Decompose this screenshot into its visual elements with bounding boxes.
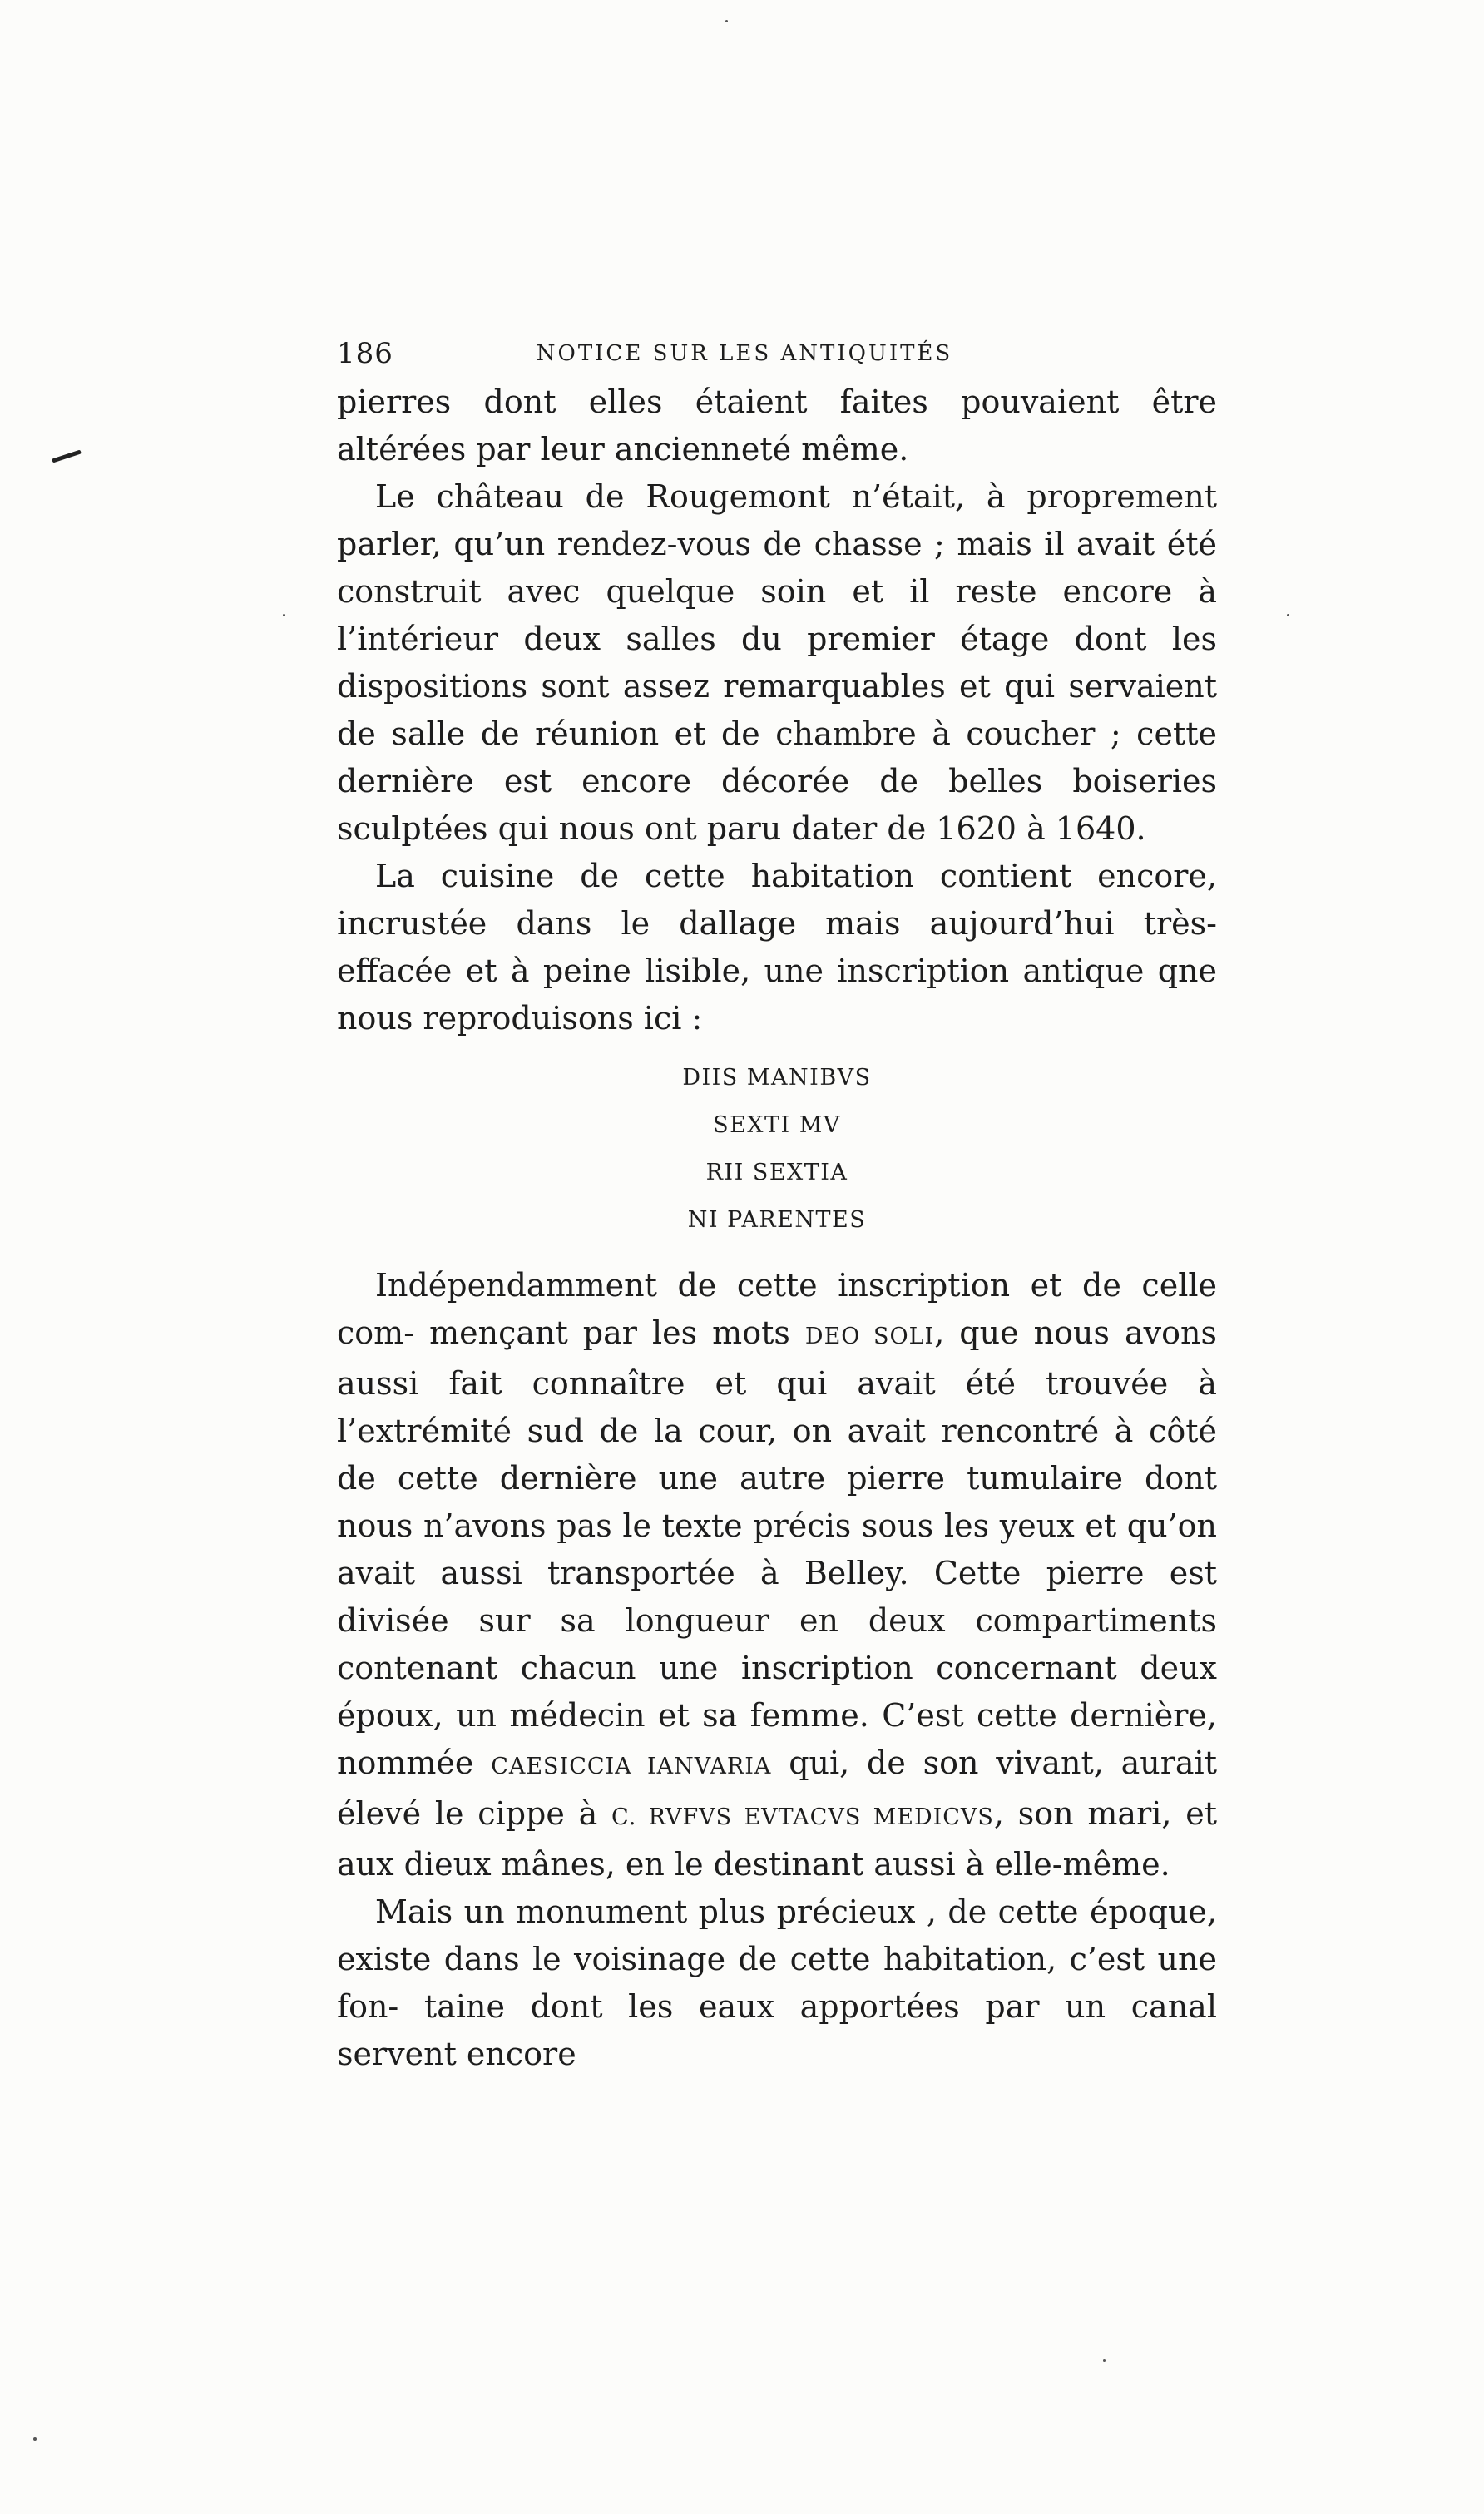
text-line: les yeux et qu’on avait aussi transportée à Belley. Cette — [337, 1507, 1217, 1591]
text-line: existe dans le voisinage de cette habitation, c’est une fon- — [337, 1941, 1217, 2025]
inscription-line: NI PARENTES — [687, 1207, 867, 1233]
page-speck — [1287, 614, 1289, 616]
text-line: par leur ancienneté même. — [476, 431, 909, 468]
text-fragment: , que nous avons aussi fait — [337, 1314, 1217, 1402]
page-speck — [283, 614, 285, 616]
text-line: La cuisine de cette habitation contient encore, incrustée — [337, 858, 1217, 942]
text-line: belles boiseries sculptées qui nous ont paru dater de 1620 — [337, 763, 1218, 847]
inscription-line: RII SEXTIA — [705, 1160, 848, 1185]
page-speck — [1103, 2359, 1106, 2362]
page-speck — [33, 2437, 37, 2441]
text-line: mençant par les mots — [429, 1314, 790, 1351]
text-line: Le château de Rougemont n’était, à proprement parler, — [337, 478, 1217, 562]
text-line: Indépendamment de cette inscription et de celle com- — [337, 1267, 1217, 1351]
text-line: pierres dont elles étaient faites pouvaient être altérées — [337, 384, 1217, 468]
latin-inscription — [337, 1054, 1217, 1244]
running-head: NOTICE SUR LES ANTIQUITÉS — [536, 341, 953, 366]
text-line: taine dont les eaux apportées par un canal servent encore — [337, 1988, 1217, 2072]
text-line: connaître et qui avait été trouvée à l’extrémité sud de la — [337, 1365, 1217, 1449]
text-line: Mais un monument plus précieux , de cette époque, — [375, 1893, 1217, 1930]
text-line: lisible, une inscription antique qne nous reproduisons ici : — [337, 953, 1217, 1037]
page-speck — [725, 20, 728, 22]
paragraph-independamment — [337, 1262, 1217, 1888]
smallcaps-name: CAESICCIA IANVARIA — [491, 1754, 772, 1779]
text-line: dans le dallage mais aujourd’hui très-effacée et à peine — [337, 905, 1217, 989]
text-line: salles du premier étage dont les dispositions sont assez — [337, 621, 1217, 705]
text-line: qu’un rendez-vous de chasse ; mais il avait été construit — [337, 526, 1217, 610]
smallcaps-phrase: DEO SOLI — [804, 1324, 935, 1349]
text-fragment: qui, de son vivant, aurait élevé le — [337, 1744, 1217, 1832]
text-line: avec quelque soin et il reste encore à l’intérieur deux — [337, 573, 1217, 657]
paragraph-monument — [337, 1888, 1217, 2078]
text-line: chambre à coucher ; cette dernière est encore décorée de — [337, 715, 1217, 799]
text-line: contenant chacun une inscription concernant deux époux, — [337, 1650, 1217, 1734]
text-line: cour, on avait rencontré à côté de cette dernière une autre — [337, 1413, 1217, 1497]
paragraph-continued — [337, 379, 1217, 473]
text-fragment: , son mari, et aux dieux — [337, 1795, 1217, 1883]
margin-mark — [52, 450, 82, 463]
paragraph-chateau — [337, 473, 1217, 853]
text-line: mânes, en le destinant aussi à elle-même. — [501, 1846, 1170, 1883]
text-line: à 1640. — [1026, 810, 1146, 847]
page-number: 186 — [337, 337, 393, 370]
text-line: un médecin et sa femme. C’est cette dernière, nommée — [337, 1697, 1217, 1781]
text-line: pierre est divisée sur sa longueur en deux compartiments — [337, 1555, 1217, 1639]
body-text — [337, 379, 1217, 2078]
text-line: remarquables et qui servaient de salle de réunion et de — [337, 668, 1217, 752]
inscription-line: DIIS MANIBVS — [682, 1065, 872, 1091]
text-fragment: cippe à — [477, 1795, 612, 1832]
paragraph-cuisine — [337, 853, 1217, 1042]
smallcaps-name: C. RVFVS EVTACVS MEDICVS — [611, 1804, 994, 1830]
text-line: pierre tumulaire dont nous n’avons pas le texte précis sous — [337, 1460, 1217, 1544]
page-header — [337, 333, 1235, 374]
inscription-line: SEXTI MV — [713, 1112, 841, 1138]
